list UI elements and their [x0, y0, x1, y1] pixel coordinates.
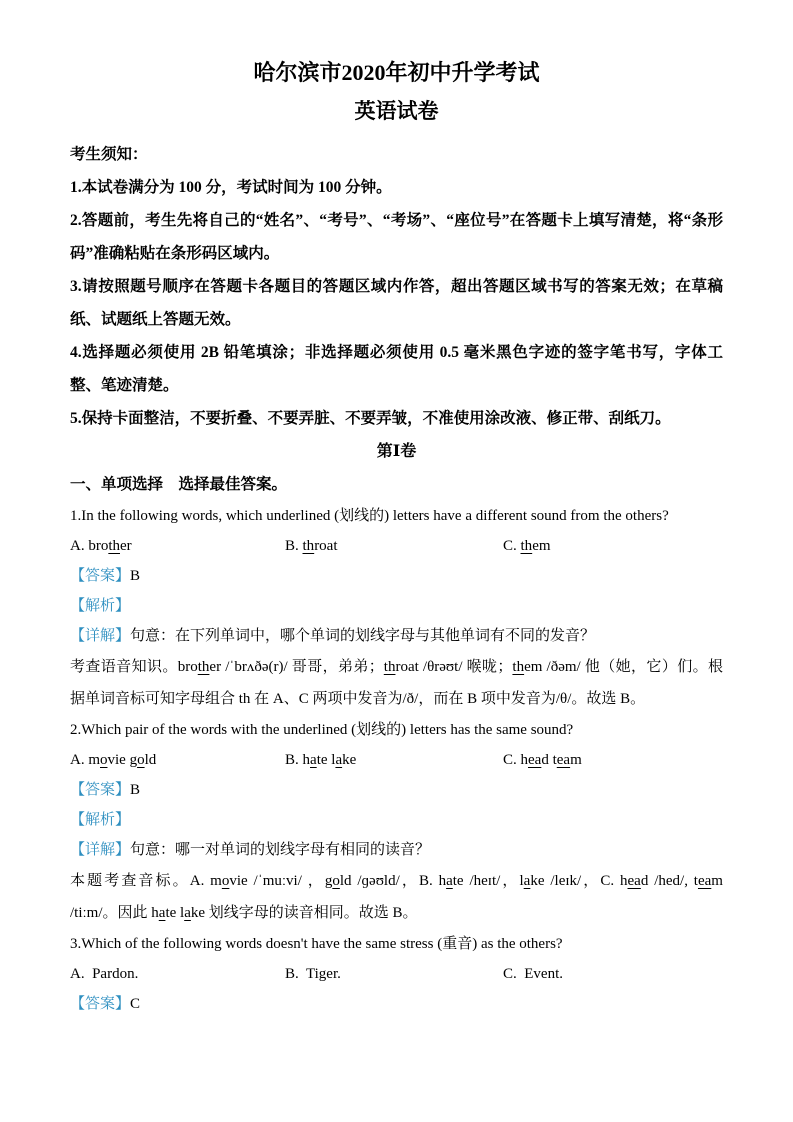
- text-segment: ke: [342, 752, 357, 768]
- notice-item-1: 1.本试卷满分为 100 分，考试时间为 100 分钟。: [70, 179, 392, 196]
- text-segment: A. bro: [70, 538, 109, 554]
- text-segment: te /heɪt/，l: [452, 873, 524, 889]
- question-2-option-b: [285, 745, 503, 775]
- text-segment: roat: [314, 538, 338, 554]
- notice-item-2: 2.答题前，考生先将自己的“姓名”、“考号”、“考场”、“座位号”在答题卡上填写清楚，将“条形码”准确粘贴在条形码区域内。: [70, 212, 723, 262]
- question-3-options: [70, 959, 723, 989]
- text-segment: 句意：在下列单词中，哪个单词的划线字母与其他单词有不同的发音？: [130, 628, 596, 644]
- underlined-letters: o: [221, 873, 230, 889]
- label-accent-text: 【答案】: [70, 782, 131, 798]
- underlined-letters: a: [335, 752, 343, 768]
- question-2-detail-sentence: [70, 835, 723, 865]
- question-1-detail-explanation: [70, 651, 723, 715]
- text-segment: te l: [165, 905, 185, 921]
- underlined-letters: ea: [556, 752, 571, 768]
- text-segment: C. h: [503, 752, 529, 768]
- question-2-analysis-label: [70, 805, 723, 835]
- text-segment: te l: [316, 752, 336, 768]
- notice-item-3: 3.请按照题号顺序在答题卡各题目的答题区域内作答，超出答题区域书写的答案无效；在草稿纸、试题纸上答题无效。: [70, 278, 723, 328]
- question-2-stem: 2.Which pair of the words with the underlined (划线的) letters has the same sound?: [70, 722, 574, 738]
- question-3-answer: [70, 989, 723, 1019]
- text-segment: B: [130, 782, 141, 798]
- question-2-detail-explanation: [70, 865, 723, 929]
- underlined-letters: o: [332, 873, 340, 889]
- question-3-option-a: [70, 959, 285, 989]
- underlined-letters: a: [184, 905, 191, 921]
- question-3-stem: 3.Which of the following words doesn't have the same stress (重音) as the others?: [70, 936, 563, 952]
- text-segment: m /tiːm/。因此 h: [70, 873, 723, 921]
- page-title: 哈尔滨市2020年初中升学考试: [253, 60, 540, 85]
- section-title: 一、单项选择 选择最佳答案。: [70, 476, 288, 493]
- question-1-option-a: [70, 531, 285, 561]
- underlined-letters: ea: [627, 873, 641, 889]
- part-title: 第Ⅰ卷: [376, 443, 417, 460]
- question-2-answer: [70, 775, 723, 805]
- text-segment: vie g: [107, 752, 138, 768]
- text-segment: B. h: [285, 752, 311, 768]
- text-segment: d t: [541, 752, 557, 768]
- underlined-letters: o: [100, 752, 108, 768]
- notice-item-4: 4.选择题必须使用 2B 铅笔填涂；非选择题必须使用 0.5 毫米黑色字迹的签字笔书写，字体工整、笔迹清楚。: [70, 344, 723, 394]
- notice-heading: 考生须知：: [70, 146, 148, 163]
- label-accent-text: 【解析】: [70, 598, 131, 614]
- text-segment: 考查语音知识。bro: [70, 659, 198, 675]
- question-1-analysis-label: [70, 591, 723, 621]
- underlined-letters: a: [446, 873, 453, 889]
- text-segment: er /ˈbrʌðə(r)/ 哥哥，弟弟；: [209, 659, 384, 675]
- text-segment: em /ðəm/ 他（她，它）们。根据单词音标可知字母组合 th 在 A、C 两项中发音为/ð/，而在 B 项中发音为/θ/。故选 B。: [70, 659, 723, 707]
- label-accent-text: 【答案】: [70, 996, 131, 1012]
- underlined-letters: th: [302, 538, 315, 554]
- question-2-option-c: [503, 745, 723, 775]
- label-accent-text: 【解析】: [70, 812, 131, 828]
- question-2-options: [70, 745, 723, 775]
- question-1-option-c: [503, 531, 723, 561]
- underlined-letters: a: [310, 752, 317, 768]
- underlined-letters: th: [197, 659, 210, 675]
- underlined-letters: o: [137, 752, 145, 768]
- underlined-letters: ea: [697, 873, 712, 889]
- question-3-option-b: [285, 959, 503, 989]
- text-segment: ke 划线字母的读音相同。故选 B。: [190, 905, 418, 921]
- notice-item-5: 5.保持卡面整洁，不要折叠、不要弄脏、不要弄皱，不准使用涂改液、修正带、刮纸刀。: [70, 410, 671, 427]
- text-segment: B.: [285, 538, 303, 554]
- question-1: [70, 501, 723, 715]
- question-1-stem: 1.In the following words, which underlined (划线的) letters have a different sound from the others?: [70, 508, 669, 524]
- underlined-letters: a: [523, 873, 531, 889]
- label-accent-text: 【详解】: [70, 628, 131, 644]
- candidate-notice: [70, 138, 723, 435]
- label-accent-text: 【答案】: [70, 568, 131, 584]
- question-3-option-c: [503, 959, 723, 989]
- label-accent-text: 【详解】: [70, 842, 131, 858]
- text-segment: C. Event.: [503, 966, 563, 982]
- text-segment: C.: [503, 538, 521, 554]
- text-segment: ld: [144, 752, 157, 768]
- question-1-option-b: [285, 531, 503, 561]
- underlined-letters: a: [158, 905, 166, 921]
- text-segment: em: [532, 538, 551, 554]
- underlined-letters: th: [383, 659, 396, 675]
- text-segment: d /hed/, t: [640, 873, 698, 889]
- question-1-answer: [70, 561, 723, 591]
- question-3: [70, 929, 723, 1019]
- question-1-options: [70, 531, 723, 561]
- text-segment: B. Tiger.: [285, 966, 341, 982]
- text-segment: A. m: [70, 752, 100, 768]
- question-1-detail-sentence: [70, 621, 723, 651]
- text-segment: roat /θrəʊt/ 喉咙；: [395, 659, 513, 675]
- text-segment: ld /ɡəʊld/，B. h: [339, 873, 447, 889]
- question-2-option-a: [70, 745, 285, 775]
- underlined-letters: th: [520, 538, 533, 554]
- underlined-letters: th: [108, 538, 120, 554]
- text-segment: m: [570, 752, 582, 768]
- text-segment: 本题考查音标。A. m: [70, 873, 222, 889]
- text-segment: vie /ˈmuːvi/ ，g: [229, 873, 333, 889]
- underlined-letters: th: [512, 659, 525, 675]
- text-segment: C: [130, 996, 141, 1012]
- question-2: [70, 715, 723, 929]
- text-segment: A. Pardon.: [70, 966, 139, 982]
- text-segment: 句意：哪一对单词的划线字母有相同的读音？: [130, 842, 431, 858]
- text-segment: er: [120, 538, 132, 554]
- underlined-letters: ea: [528, 752, 542, 768]
- page-subtitle: 英语试卷: [354, 99, 439, 123]
- text-segment: ke /leɪk/，C. h: [530, 873, 628, 889]
- text-segment: B: [130, 568, 141, 584]
